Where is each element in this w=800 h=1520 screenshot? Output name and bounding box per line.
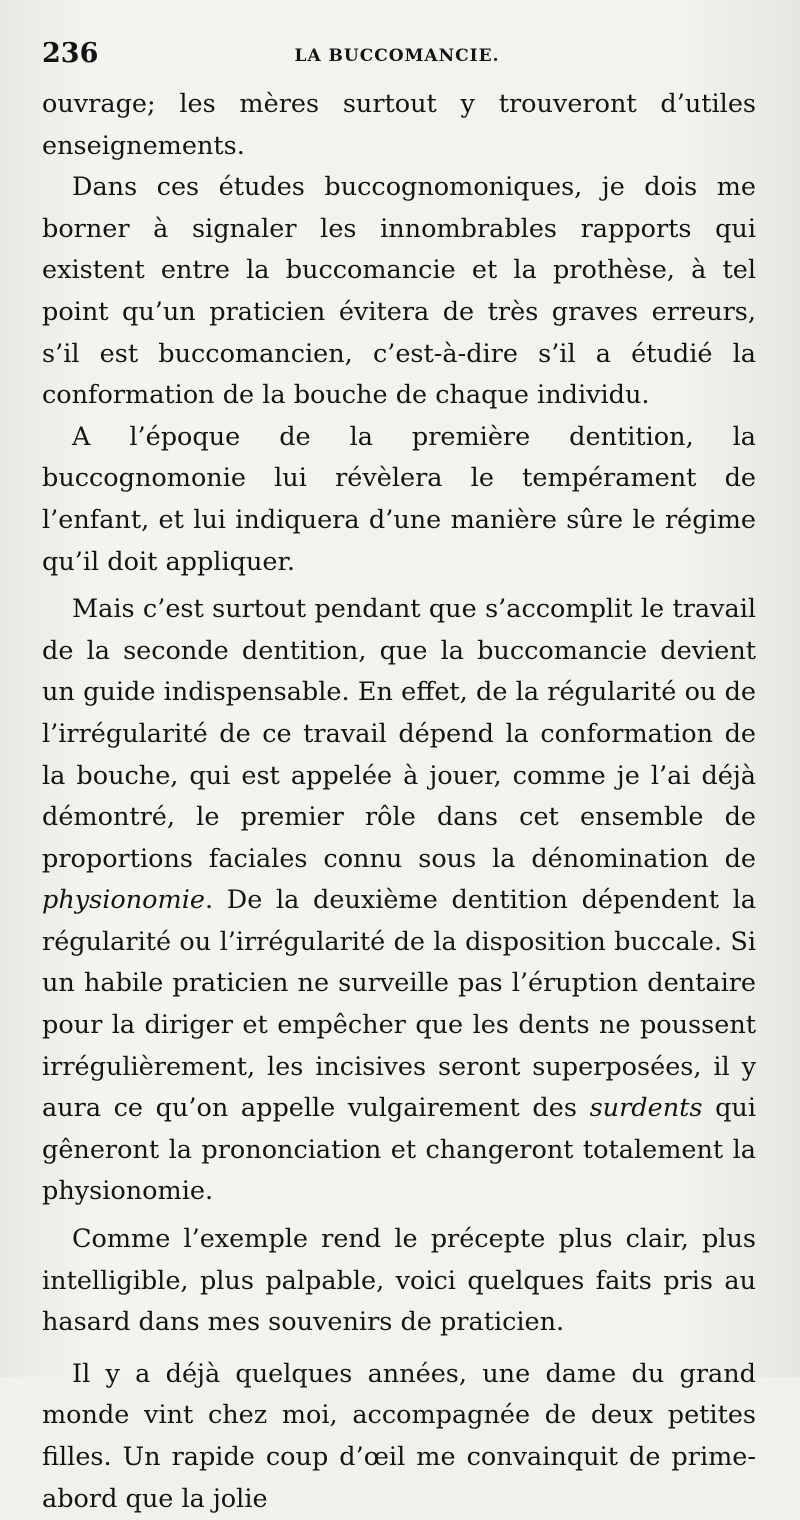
paragraph-continuation	[42, 84, 756, 167]
paragraph-text: Mais c’est surtout pendant que s’accomplit le travail de la seconde dentition, que la buccomancie devient un guide indispensable. En effet, de la régularité ou de l’irrégularité de ce travail dépend la conformation de la bouche, qui est appelée à jouer, comme je l’ai déjà démontré, le premier rôle dans cet ensemble de proportions faciales connu sous la dénomination de	[42, 594, 756, 874]
paragraph-text: qui gêneront la prononciation et changeront totalement la physionomie.	[42, 1093, 756, 1207]
paragraph	[42, 589, 756, 1213]
page-header	[42, 38, 752, 74]
italic-term: physionomie	[42, 885, 205, 916]
running-head: LA BUCCOMANCIE.	[294, 46, 500, 66]
paragraph	[42, 167, 756, 417]
paragraph-text: . De la deuxième dentition dépendent la régularité ou l’irrégularité de la disposition buccale. Si un habile praticien ne surveille pas l’éruption dentaire pour la diriger et empêcher que les dents ne poussent irrégulièrement, les incisives seront superposées, il y aura ce qu’on appelle vulgairement des	[42, 885, 756, 1124]
paragraph-text: Il y a déjà quelques années, une dame du grand monde vint chez moi, accompagnée de deux petites filles. Un rapide coup d’œil me convainquit de prime-abord que la jolie	[42, 1358, 756, 1514]
page-number: 236	[42, 38, 99, 69]
paragraph-text: ouvrage; les mères surtout y trouveront d’utiles enseignements.	[42, 89, 756, 161]
italic-term: surdents	[589, 1093, 703, 1124]
body-text	[42, 84, 756, 1520]
paragraph-text: Dans ces études buccognomoniques, je dois me borner à signaler les innombrables rapports qui existent entre la buccomancie et la prothèse, à tel point qu’un praticien évitera de très graves erreurs, s’il est buccomancien, c’est-à-dire s’il a étudié la conformation de la bouche de chaque individu.	[42, 172, 756, 411]
paragraph	[42, 417, 756, 583]
paragraph	[42, 1354, 756, 1520]
paragraph	[42, 1219, 756, 1344]
paragraph-text: A l’époque de la première dentition, la buccognomonie lui révèlera le tempérament de l’enfant, et lui indiquera d’une manière sûre le régime qu’il doit appliquer.	[42, 421, 756, 577]
paragraph-text: Comme l’exemple rend le précepte plus clair, plus intelligible, plus palpable, voici quelques faits pris au hasard dans mes souvenirs de praticien.	[42, 1224, 756, 1338]
